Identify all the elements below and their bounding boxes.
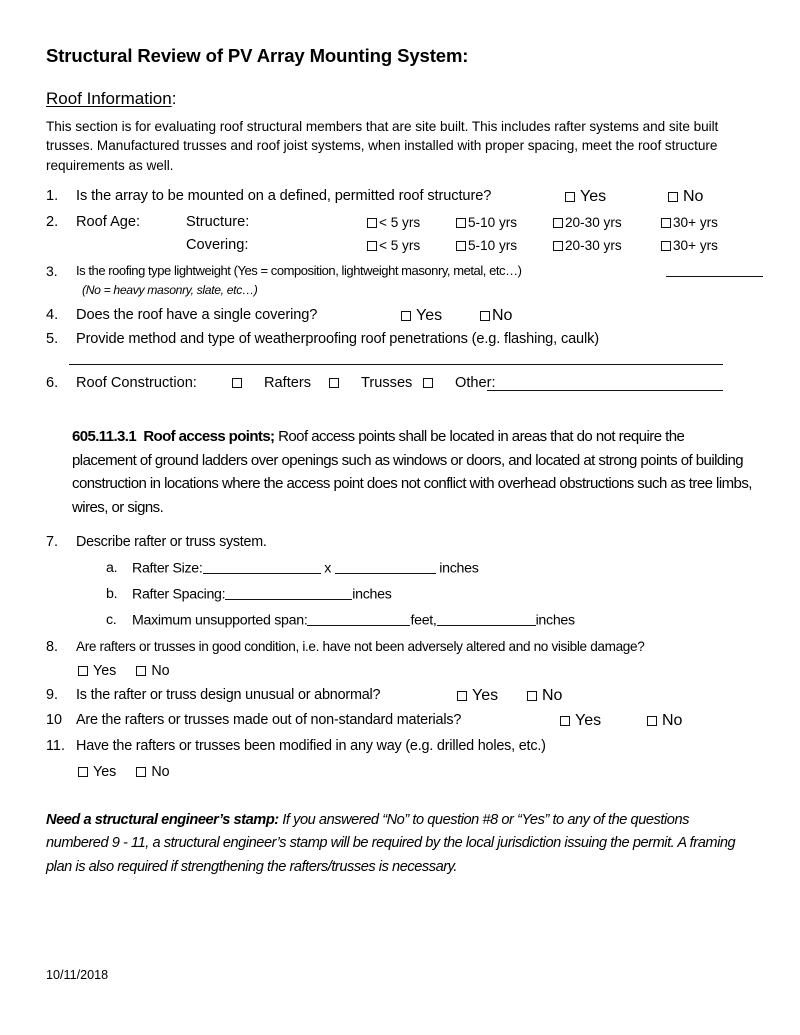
q1-no-option[interactable] bbox=[668, 188, 703, 206]
q6-trusses-label: Trusses bbox=[361, 375, 413, 391]
question-4-number: 4. bbox=[46, 307, 59, 323]
question-1-text: Is the array to be mounted on a defined, permitted roof structure? bbox=[76, 188, 492, 204]
question-3-subtext: (No = heavy masonry, slate, etc…) bbox=[82, 283, 258, 297]
q5-answer-line[interactable] bbox=[69, 364, 723, 365]
q8-yes-label: Yes bbox=[93, 663, 117, 679]
checkbox-icon[interactable] bbox=[565, 192, 575, 202]
q6-other-option[interactable] bbox=[423, 375, 496, 391]
q7c-tail: inches bbox=[535, 612, 575, 629]
question-5-number: 5. bbox=[46, 331, 59, 347]
q2-covering-label: Covering: bbox=[186, 237, 249, 253]
q2-covering-option-0[interactable] bbox=[367, 238, 420, 253]
checkbox-icon[interactable] bbox=[367, 218, 377, 228]
checkbox-icon[interactable] bbox=[136, 666, 146, 676]
option-label: 5-10 yrs bbox=[468, 238, 518, 253]
q7c-field-1[interactable] bbox=[307, 612, 410, 626]
q7a-mid: x bbox=[324, 560, 331, 577]
q7a-tail: inches bbox=[439, 560, 479, 577]
q2-covering-option-1[interactable] bbox=[456, 238, 517, 253]
q11-no-label: No bbox=[151, 764, 170, 780]
checkbox-icon[interactable] bbox=[401, 311, 411, 321]
code-section-body: Roof access points shall be located in areas that do not require the placement of ground ladders over openings such as windows or doors, and located at strong points of building construction in locations where the access point does not conflict with overhead obstructions such as tree limbs, wires, or signs. bbox=[72, 428, 752, 517]
q9-yes-option[interactable] bbox=[457, 687, 498, 705]
q2-structure-option-2[interactable] bbox=[553, 215, 622, 230]
q6-rafters-label: Rafters bbox=[264, 375, 312, 391]
q7c-body bbox=[132, 612, 575, 628]
checkbox-icon[interactable] bbox=[560, 716, 570, 726]
checkbox-icon[interactable] bbox=[457, 691, 467, 701]
q11-options bbox=[78, 764, 170, 780]
q6-other-line[interactable] bbox=[487, 390, 723, 391]
q7b-field-1[interactable] bbox=[225, 586, 352, 600]
q8-no-option[interactable] bbox=[136, 663, 169, 679]
checkbox-icon[interactable] bbox=[78, 767, 88, 777]
section-heading-label: Roof Information bbox=[46, 89, 172, 109]
q7c-field-2[interactable] bbox=[437, 612, 536, 626]
option-label: 30+ yrs bbox=[673, 238, 718, 253]
question-8-text: Are rafters or trusses in good condition, i.e. have not been adversely altered and no visible damage? bbox=[76, 639, 645, 654]
q11-no-option[interactable] bbox=[136, 764, 169, 780]
checkbox-icon[interactable] bbox=[661, 218, 671, 228]
intro-paragraph: This section is for evaluating roof structural members that are site built. This includes rafter systems and site built trusses. Manufactured trusses and roof joist systems, when installed with proper spacing, meet the roof structure requirements as well. bbox=[46, 118, 719, 174]
code-section-title: Roof access points; bbox=[143, 428, 275, 445]
q10-yes-option[interactable] bbox=[560, 712, 601, 730]
q2-covering-option-2[interactable] bbox=[553, 238, 622, 253]
q4-no-label: No bbox=[492, 307, 513, 324]
q2-covering-option-3[interactable] bbox=[661, 238, 718, 253]
question-4-text: Does the roof have a single covering? bbox=[76, 307, 318, 323]
checkbox-icon[interactable] bbox=[136, 767, 146, 777]
question-2-label: Roof Age: bbox=[76, 214, 141, 230]
engineer-stamp-note-body: If you answered “No” to question #8 or “Yes” to any of the questions numbered 9 - 11, a structural engineer’s stamp will be required by the local jurisdiction issuing the permit. A framing plan is also required if strengthening the rafters/trusses is necessary. bbox=[46, 812, 736, 875]
q7a-body bbox=[132, 560, 479, 576]
question-10-text: Are the rafters or trusses made out of non-standard materials? bbox=[76, 712, 462, 728]
checkbox-icon[interactable] bbox=[668, 192, 678, 202]
question-10-number: 10 bbox=[46, 712, 63, 728]
page-footer bbox=[46, 966, 108, 984]
footer-date: 10/11/2018 bbox=[46, 968, 109, 982]
question-11-number: 11. bbox=[46, 738, 65, 754]
q7b-tail: inches bbox=[352, 586, 392, 603]
q9-yes-label: Yes bbox=[472, 687, 499, 704]
q4-no-option[interactable] bbox=[480, 307, 512, 325]
checkbox-icon[interactable] bbox=[367, 241, 377, 251]
engineer-stamp-note-lead: Need a structural engineer’s stamp: bbox=[46, 812, 279, 828]
q4-yes-label: Yes bbox=[416, 307, 443, 324]
question-3-text: Is the roofing type lightweight (Yes = composition, lightweight masonry, metal, etc…) bbox=[76, 263, 522, 278]
checkbox-icon[interactable] bbox=[661, 241, 671, 251]
q7b-label: Rafter Spacing: bbox=[132, 586, 226, 603]
q7a-field-1[interactable] bbox=[203, 560, 321, 574]
option-label: 5-10 yrs bbox=[468, 215, 518, 230]
q9-no-label: No bbox=[542, 687, 563, 704]
q6-rafters-option[interactable] bbox=[232, 375, 312, 391]
checkbox-icon[interactable] bbox=[232, 378, 242, 388]
q8-options bbox=[78, 663, 170, 679]
question-2-number: 2. bbox=[46, 214, 59, 230]
q11-yes-option[interactable] bbox=[78, 764, 116, 780]
question-6-label: Roof Construction: bbox=[76, 375, 197, 391]
q11-yes-label: Yes bbox=[93, 764, 117, 780]
question-7-text: Describe rafter or truss system. bbox=[76, 534, 267, 550]
q3-answer-line[interactable] bbox=[666, 276, 763, 277]
checkbox-icon[interactable] bbox=[527, 691, 537, 701]
q2-structure-option-1[interactable] bbox=[456, 215, 517, 230]
section-heading bbox=[46, 67, 736, 109]
option-label: < 5 yrs bbox=[379, 215, 421, 230]
section-heading-colon: : bbox=[171, 89, 177, 109]
q7c-label: Maximum unsupported span: bbox=[132, 612, 308, 629]
code-section-paragraph bbox=[72, 425, 752, 520]
question-5-text: Provide method and type of weatherproofing roof penetrations (e.g. flashing, caulk) bbox=[76, 331, 599, 347]
q7a-field-2[interactable] bbox=[335, 560, 436, 574]
q6-trusses-option[interactable] bbox=[329, 375, 413, 391]
page-title: Structural Review of PV Array Mounting System: bbox=[46, 45, 469, 66]
q1-yes-option[interactable] bbox=[565, 188, 606, 206]
checkbox-icon[interactable] bbox=[553, 218, 563, 228]
q8-yes-option[interactable] bbox=[78, 663, 116, 679]
question-1-number: 1. bbox=[46, 188, 59, 204]
engineer-stamp-note-paragraph bbox=[46, 809, 743, 879]
q1-yes-label: Yes bbox=[580, 188, 607, 205]
checkbox-icon[interactable] bbox=[647, 716, 657, 726]
question-7-number: 7. bbox=[46, 534, 59, 550]
option-label: 20-30 yrs bbox=[565, 238, 622, 253]
q7a-letter: a. bbox=[106, 560, 118, 576]
q10-yes-label: Yes bbox=[575, 712, 602, 729]
q2-structure-option-0[interactable] bbox=[367, 215, 420, 230]
option-label: 30+ yrs bbox=[673, 215, 718, 230]
option-label: < 5 yrs bbox=[379, 238, 421, 253]
q7b-letter: b. bbox=[106, 586, 118, 602]
question-8-number: 8. bbox=[46, 639, 59, 655]
checkbox-icon[interactable] bbox=[553, 241, 563, 251]
checkbox-icon[interactable] bbox=[423, 378, 433, 388]
question-6-number: 6. bbox=[46, 375, 59, 391]
checkbox-icon[interactable] bbox=[456, 241, 466, 251]
q7c-mid: feet, bbox=[410, 612, 437, 629]
checkbox-icon[interactable] bbox=[456, 218, 466, 228]
q10-no-label: No bbox=[662, 712, 683, 729]
q4-yes-option[interactable] bbox=[401, 307, 442, 325]
question-3-number: 3. bbox=[46, 263, 58, 279]
q7b-body bbox=[132, 586, 392, 602]
question-11-text: Have the rafters or trusses been modified in any way (e.g. drilled holes, etc.) bbox=[76, 738, 546, 754]
option-label: 20-30 yrs bbox=[565, 215, 622, 230]
q1-no-label: No bbox=[683, 188, 704, 205]
q2-structure-label: Structure: bbox=[186, 214, 250, 230]
code-section-number: 605.11.3.1 bbox=[72, 428, 137, 445]
q7a-label: Rafter Size: bbox=[132, 560, 203, 577]
q8-no-label: No bbox=[151, 663, 170, 679]
checkbox-icon[interactable] bbox=[480, 311, 490, 321]
checkbox-icon[interactable] bbox=[78, 666, 88, 676]
q6-other-label: Other: bbox=[455, 375, 496, 391]
document-content bbox=[46, 0, 736, 176]
q9-no-option[interactable] bbox=[527, 687, 562, 705]
question-9-number: 9. bbox=[46, 687, 59, 703]
q10-no-option[interactable] bbox=[647, 712, 682, 730]
q7c-letter: c. bbox=[106, 612, 117, 628]
question-9-text: Is the rafter or truss design unusual or abnormal? bbox=[76, 687, 381, 703]
checkbox-icon[interactable] bbox=[329, 378, 339, 388]
q2-structure-option-3[interactable] bbox=[661, 215, 718, 230]
